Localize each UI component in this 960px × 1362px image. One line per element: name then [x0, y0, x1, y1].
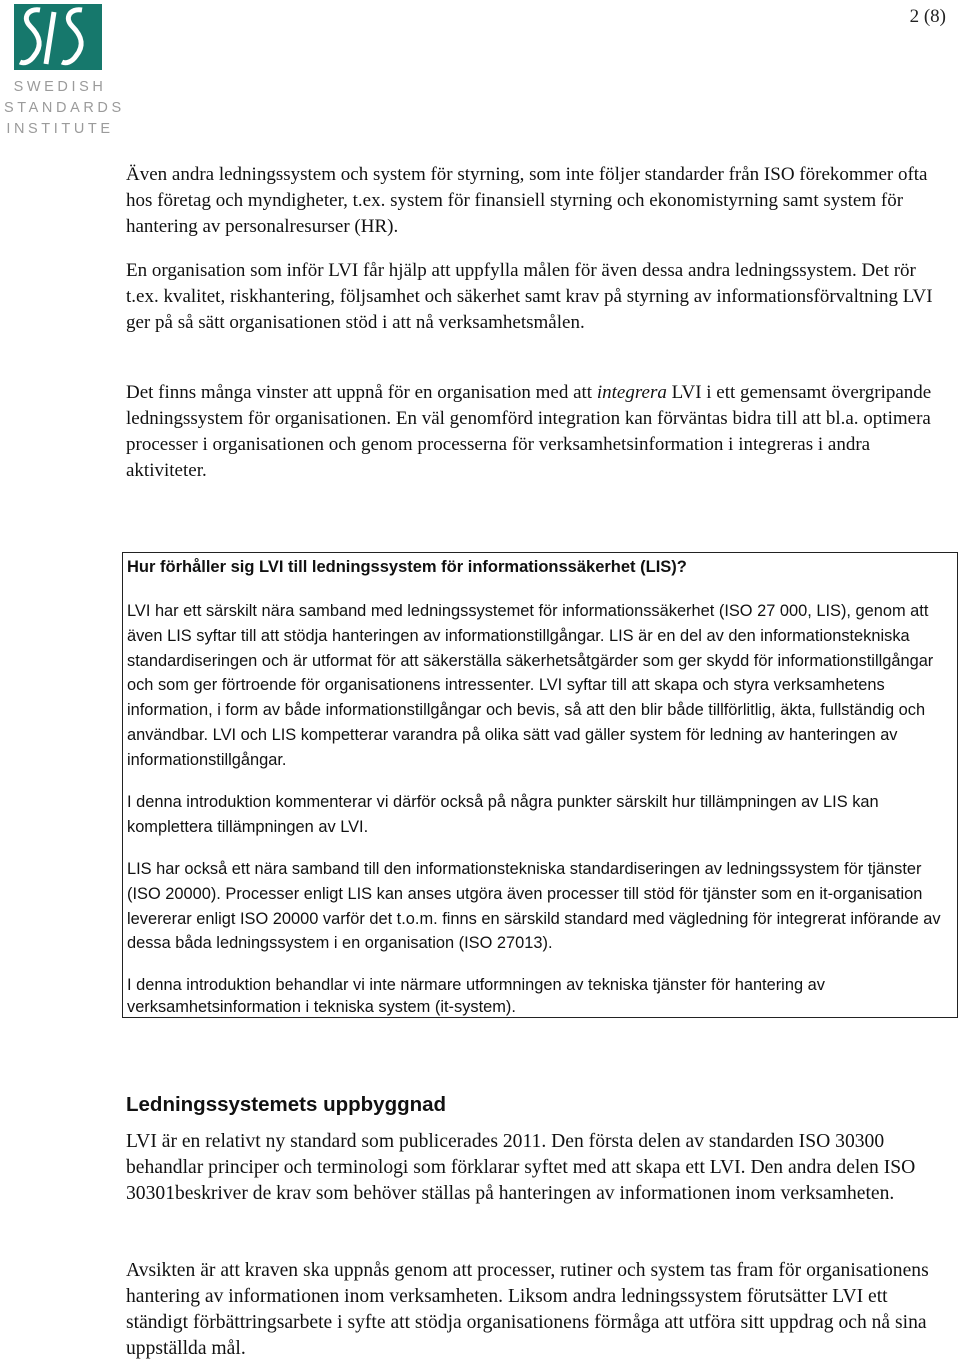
logo-word-institute: INSTITUTE	[6, 121, 114, 137]
lis-box-paragraph-4: I denna introduktion behandlar vi inte närmare utformningen av tekniska tjänster för hantering av verksamhetsinformation i tekniska system (it-system).	[127, 976, 825, 1016]
intro-p3-emphasis: integrera	[596, 382, 667, 403]
lis-box-paragraph-1: LVI har ett särskilt nära samband med ledningssystemet för informationssäkerhet (ISO 27 000, LIS), genom att även LIS syftar till att stödja hanteringen av informationstillgångar. LIS är en del av den informationstekniska standardiseringen och är utformat för att säkerställa säkerhetsåtgärder som ger skydd för informationstillgångar och som ger förtroende för organisationens intressenter. LVI syftar till att skapa och styra verksamhetens information, i form av både informationstillgångar och bevis, så att den blir både tillförlitlig, äkta, fullständig och användbar. LVI och LIS kompetterar varandra på olika sätt vad gäller system för ledning av hanteringen av informationstillgångar.	[127, 602, 934, 769]
intro-paragraph-2: En organisation som inför LVI får hjälp att uppfylla målen för även dessa andra ledningssystem. Det rör t.ex. kvalitet, riskhantering, följsamhet och säkerhet samt krav på styrning av informationsförvaltning LVI ger på så sätt organisationen stöd i att nå verksamhetsmålen.	[126, 260, 933, 333]
lis-box-paragraph-3: LIS har också ett nära samband till den informationstekniska standardiseringen av ledningssystem för tjänster (ISO 20000). Processer enligt LIS kan anses utgöra även processer till stöd för tjänster som en it-organisation levererar enligt ISO 20000 varför det t.o.m. finns en särskild standard med vägledning för integrerat införande av dessa båda ledningssystem i en organisation (ISO 27013).	[127, 860, 941, 953]
logo-word-swedish: SWEDISH	[13, 79, 107, 95]
sis-logo	[4, 4, 125, 137]
intro-paragraph-1: Även andra ledningssystem och system för styrning, som inte följer standarder från ISO förekommer ofta hos företag och myndigheter, t.ex. system för finansiell styrning och ekonomistyrning samt system för hantering av personalresurser (HR).	[126, 164, 928, 237]
logo-word-standards: STANDARDS	[4, 100, 125, 116]
section-paragraph-1: LVI är en relativt ny standard som publicerades 2011. Den första delen av standarden ISO 30300 behandlar principer och terminologi som förklarar syftet med att skapa ett LVI. Den andra delen ISO 30301beskriver de krav som behöver ställas på hanteringen av informationen inom verksamheten.	[126, 1131, 916, 1204]
lis-box-title: Hur förhåller sig LVI till ledningssystem för informationssäkerhet (LIS)?	[127, 558, 687, 576]
intro-p3-before: Det finns många vinster att uppnå för en organisation med att	[126, 382, 597, 403]
section-heading: Ledningssystemets uppbyggnad	[126, 1093, 447, 1116]
lis-info-box	[122, 552, 958, 1018]
lis-box-paragraph-2: I denna introduktion kommenterar vi därför också på några punkter särskilt hur tillämpningen av LIS kan komplettera tillämpningen av LVI.	[127, 793, 879, 836]
page-number: 2 (8)	[909, 6, 946, 27]
sis-logo-mark	[14, 4, 102, 70]
section-paragraph-2: Avsikten är att kraven ska uppnås genom att processer, rutiner och system tas fram för organisationens hantering av informationen inom verksamheten. Liksom andra ledningssystem förutsätter LVI ett ständigt förbättringsarbete i syfte att stödja organisationens förmåga att utföra sitt uppdrag och nå sina uppställda mål.	[126, 1260, 929, 1359]
intro-paragraph-3	[126, 380, 946, 484]
intro-p3-after: LVI i ett gemensamt övergripande ledningssystem för organisationen. En väl genomförd integration kan förväntas bidra till att bl.a. optimera processer i organisationen och genom processerna för verksamhetsinformation i integreras i andra aktiviteter.	[126, 382, 932, 481]
